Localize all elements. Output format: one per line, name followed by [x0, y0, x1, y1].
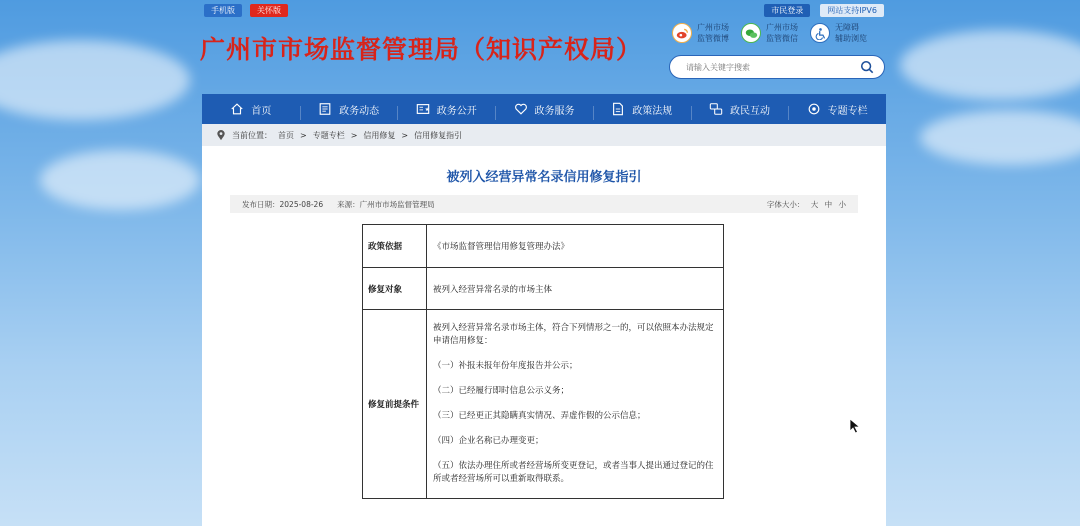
basis-value: 《市场监督管理信用修复管理办法》	[427, 225, 724, 268]
article-meta	[230, 195, 858, 213]
nav-item-label: 政策法规	[632, 105, 673, 117]
table-row	[363, 310, 724, 499]
version-switch	[204, 4, 288, 17]
quick-link-line1: 无障碍	[835, 23, 859, 32]
target-label: 修复对象	[363, 268, 427, 310]
search-input[interactable]	[686, 63, 860, 72]
conditions-label: 修复前提条件	[363, 310, 427, 499]
background-cloud	[0, 40, 190, 120]
policy-icon	[611, 102, 625, 116]
nav-item-public[interactable]	[397, 102, 495, 117]
care-version-link[interactable]: 关怀版	[250, 4, 288, 17]
condition-item: （三）已经更正其隐瞒真实情况、弄虚作假的公示信息；	[433, 411, 646, 421]
weibo-icon	[672, 23, 692, 43]
nav-item-label: 政务动态	[339, 105, 380, 117]
condition-item: （二）已经履行即时信息公示义务；	[433, 386, 570, 396]
quick-links	[672, 22, 867, 44]
quick-link-line2: 监管微信	[766, 34, 798, 43]
background-cloud	[920, 110, 1080, 165]
home-icon	[230, 102, 244, 116]
publish-date-label: 发布日期：	[242, 199, 280, 209]
breadcrumb-separator: >	[401, 130, 409, 140]
nav-item-policy[interactable]	[593, 102, 691, 117]
source-label: 来源：	[337, 199, 360, 209]
nav-item-label: 首页	[251, 105, 272, 117]
svg-text:★: ★	[424, 106, 430, 113]
article-title: 被列入经营异常名录信用修复指引	[446, 170, 642, 185]
font-size-label: 字体大小：	[766, 199, 805, 209]
breadcrumb-separator: >	[350, 130, 358, 140]
quick-link-line2: 辅助浏览	[835, 34, 867, 43]
nav-item-home[interactable]	[202, 102, 300, 117]
target-value: 被列入经营异常名录的市场主体	[427, 268, 724, 310]
quick-link-wechat[interactable]	[741, 22, 798, 44]
nav-item-label: 政民互动	[729, 105, 770, 117]
basis-label: 政策依据	[363, 225, 427, 268]
topic-icon	[807, 102, 821, 116]
quick-link-line1: 广州市场	[697, 23, 729, 32]
font-size-switch	[767, 199, 846, 210]
mobile-version-link[interactable]: 手机版	[204, 4, 242, 17]
site-title: 广州市市场监督管理局（知识产权局）	[200, 35, 643, 64]
breadcrumb-link[interactable]: 首页	[278, 130, 294, 140]
conditions-value	[427, 310, 724, 499]
breadcrumb-link[interactable]: 信用修复指引	[414, 130, 463, 140]
quick-link-accessibility[interactable]	[810, 22, 867, 44]
nav-item-topic[interactable]	[788, 102, 886, 117]
accessibility-icon	[810, 23, 830, 43]
wechat-icon	[741, 23, 761, 43]
table-row	[363, 268, 724, 310]
ipv6-badge: 网站支持IPV6	[820, 4, 884, 17]
nav-item-interaction[interactable]	[691, 102, 789, 117]
font-size-large[interactable]: 大	[810, 199, 819, 209]
news-icon	[318, 102, 332, 116]
nav-item-service[interactable]	[495, 102, 593, 117]
nav-item-news[interactable]	[300, 102, 398, 117]
quick-link-weibo[interactable]	[672, 22, 729, 44]
public-icon	[416, 102, 430, 116]
policy-table	[362, 224, 724, 499]
search-box	[669, 55, 885, 79]
condition-item: （五）依法办理住所或者经营场所变更登记，或者当事人提出通过登记的住所或者经营场所可以重新取得联系。	[433, 461, 714, 484]
source: 广州市市场监督管理局	[359, 199, 435, 209]
quick-link-line1: 广州市场	[766, 23, 798, 32]
nav-item-label: 政务公开	[436, 105, 477, 117]
font-size-small[interactable]: 小	[838, 199, 846, 209]
breadcrumb	[202, 124, 886, 146]
conditions-intro: 被列入经营异常名录市场主体，符合下列情形之一的，可以依照本办法规定申请信用修复：	[433, 323, 714, 346]
article-container	[202, 146, 886, 526]
search-icon[interactable]	[860, 60, 874, 74]
breadcrumb-separator: >	[300, 130, 307, 140]
main-nav	[202, 94, 886, 124]
interaction-icon	[709, 102, 723, 116]
background-cloud	[40, 150, 200, 210]
nav-item-label: 政务服务	[534, 105, 575, 117]
service-icon	[514, 102, 528, 116]
citizen-login-link[interactable]: 市民登录	[764, 4, 810, 17]
top-links	[764, 4, 884, 17]
quick-link-line2: 监管微博	[697, 34, 729, 43]
condition-item: （四）企业名称已办理变更；	[433, 436, 544, 446]
nav-item-label: 专题专栏	[827, 105, 868, 117]
breadcrumb-link[interactable]: 信用修复	[363, 130, 396, 140]
table-row	[363, 225, 724, 268]
mouse-cursor-icon	[849, 418, 861, 434]
background-cloud	[900, 30, 1080, 100]
location-pin-icon	[216, 130, 226, 141]
publish-date: 2025-08-26	[279, 199, 324, 209]
breadcrumb-link[interactable]: 专题专栏	[312, 130, 345, 140]
condition-item: （一）补报未报年份年度报告并公示；	[433, 361, 578, 371]
font-size-medium[interactable]: 中	[824, 199, 833, 209]
breadcrumb-prefix: 当前位置：	[232, 130, 272, 140]
